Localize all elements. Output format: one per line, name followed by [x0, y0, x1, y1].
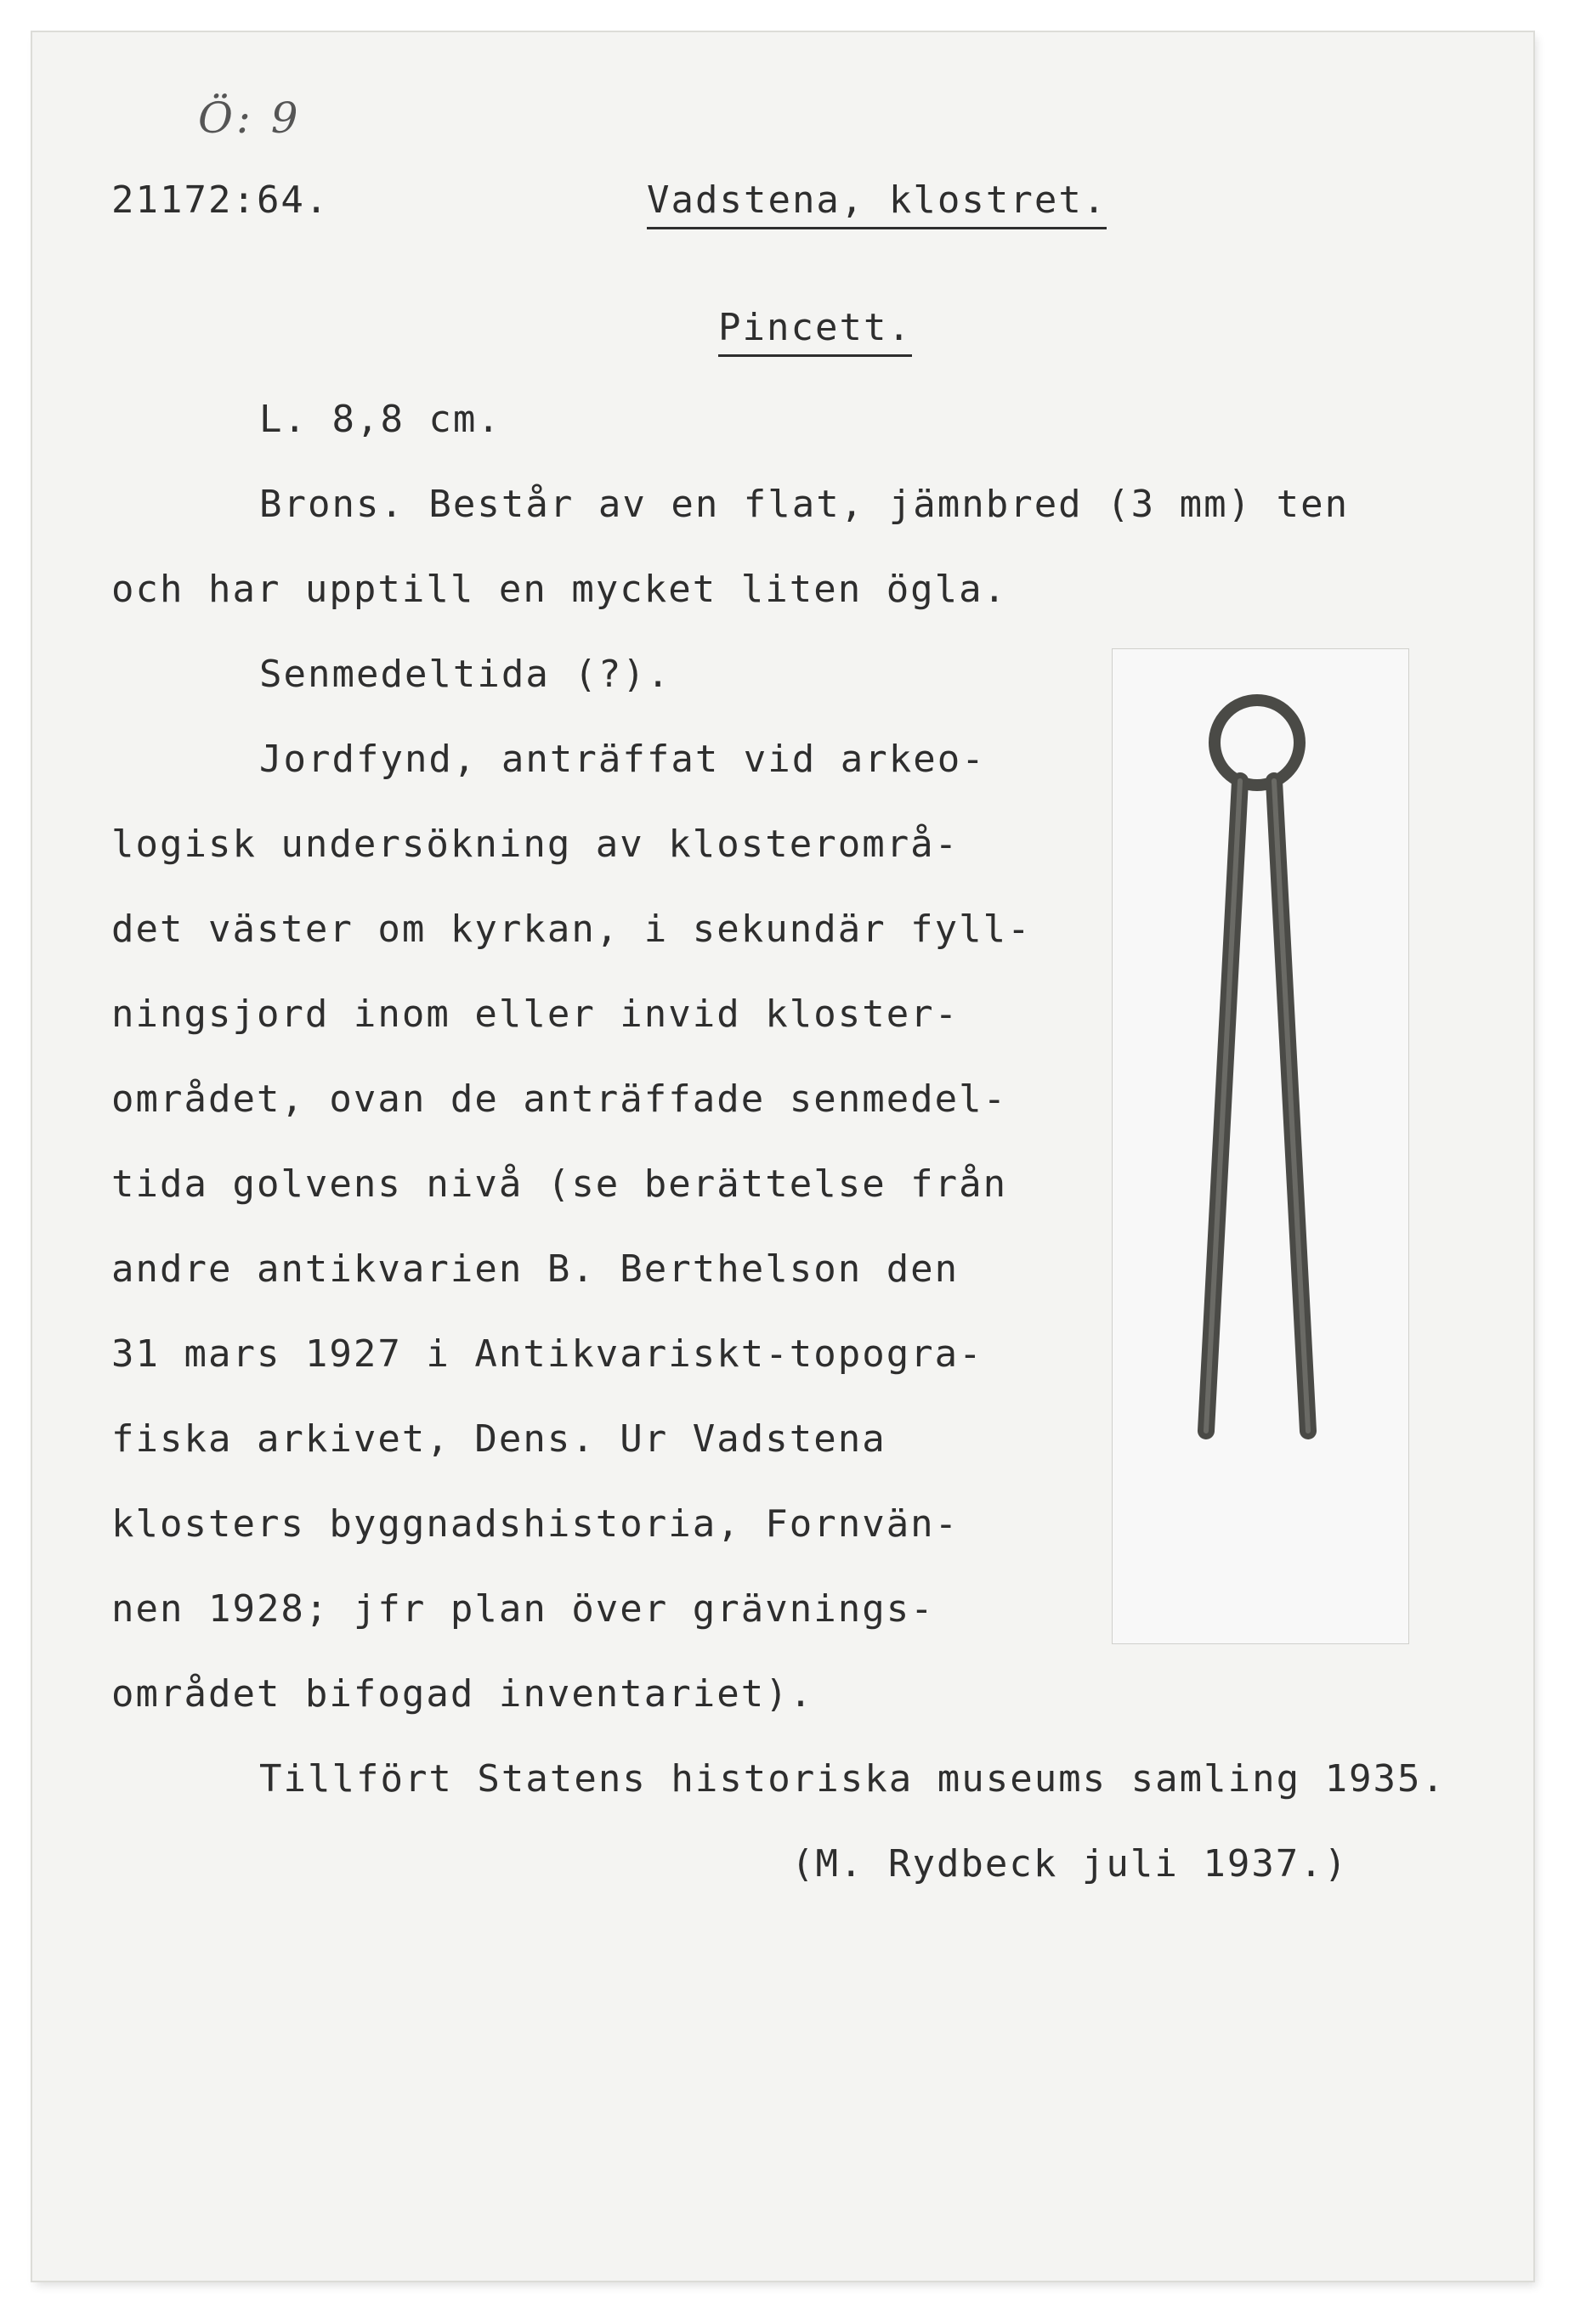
body-line-9: tida golvens nivå (se berättelse från: [111, 1162, 1008, 1206]
body-line-2: och har upptill en mycket liten ögla.: [111, 568, 1008, 611]
body-line-10: andre antikvarien B. Berthelson den: [111, 1247, 960, 1291]
catalog-card: [32, 32, 1533, 2281]
tweezers-highlight: [1206, 781, 1308, 1431]
body-line-4: Jordfynd, anträffat vid arkeo-: [259, 738, 986, 781]
body-line-12: fiska arkivet, Dens. Ur Vadstena: [111, 1417, 886, 1461]
body-line-1: Brons. Består av en flat, jämnbred (3 mm) ten: [259, 483, 1350, 526]
catalog-number: 21172:64.: [111, 178, 330, 222]
body-line-15: området bifogad inventariet).: [111, 1672, 814, 1716]
tweezers-loop: [1215, 700, 1300, 785]
provenance-line: Tillfört Statens historiska museums samling 1935.: [259, 1757, 1447, 1801]
body-line-7: ningsjord inom eller invid kloster-: [111, 992, 960, 1036]
body-line-13: klosters byggnadshistoria, Fornvän-: [111, 1502, 960, 1546]
body-line-5: logisk undersökning av klosterområ-: [111, 823, 960, 866]
object-photo: [1112, 648, 1409, 1644]
tweezers-icon: [1113, 649, 1408, 1643]
body-line-8: området, ovan de anträffade senmedel-: [111, 1077, 1008, 1121]
site-heading: Vadstena, klostret.: [647, 178, 1107, 229]
body-line-11: 31 mars 1927 i Antikvariskt-topogra-: [111, 1332, 983, 1376]
author-note: (M. Rydbeck juli 1937.): [791, 1842, 1349, 1886]
body-line-14: nen 1928; jfr plan över grävnings-: [111, 1587, 935, 1631]
body-line-3: Senmedeltida (?).: [259, 653, 671, 696]
handwritten-mark: Ö: 9: [198, 93, 302, 143]
length-line: L. 8,8 cm.: [259, 398, 501, 441]
object-title: Pincett.: [718, 306, 912, 357]
body-line-6: det väster om kyrkan, i sekundär fyll-: [111, 908, 1032, 951]
